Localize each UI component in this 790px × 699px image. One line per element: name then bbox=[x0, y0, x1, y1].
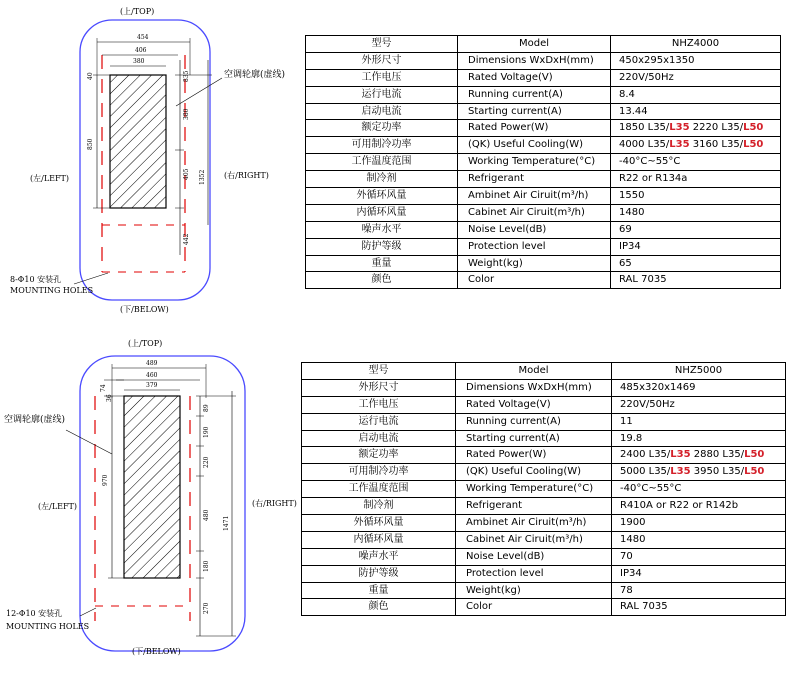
row-label-cn: 外形尺寸 bbox=[302, 379, 456, 396]
row-label-en: Starting current(A) bbox=[456, 430, 612, 447]
row-label-en: Noise Level(dB) bbox=[456, 548, 612, 565]
dim-r835: 835 bbox=[183, 70, 190, 82]
table-row bbox=[302, 464, 786, 481]
row-label-cn: 防护等级 bbox=[306, 238, 458, 255]
row-label-cn: 重量 bbox=[306, 255, 458, 272]
table-header-cell: 型号 bbox=[306, 36, 458, 53]
row-label-en: Color bbox=[458, 272, 611, 289]
row-label-cn: 启动电流 bbox=[306, 103, 458, 120]
row-label-en: Noise Level(dB) bbox=[458, 221, 611, 238]
row-value: 1480 bbox=[611, 204, 781, 221]
holes-leader bbox=[74, 273, 108, 284]
label-holes-cn: 12-Φ10 安装孔 bbox=[6, 609, 63, 618]
table-row bbox=[306, 103, 781, 120]
table-header-cell: NHZ5000 bbox=[612, 363, 786, 380]
cutout-area bbox=[110, 75, 166, 208]
row-label-cn: 运行电流 bbox=[306, 86, 458, 103]
table-row bbox=[306, 69, 781, 86]
unit1-drawing bbox=[0, 0, 300, 320]
row-value: 450x295x1350 bbox=[611, 52, 781, 69]
row-label-en: Weight(kg) bbox=[456, 582, 612, 599]
dim-r89: 89 bbox=[203, 404, 210, 412]
value-highlight: L50 bbox=[743, 139, 764, 151]
table-header-cell: NHZ4000 bbox=[611, 36, 781, 53]
label-outline: 空调轮廓(虚线) bbox=[4, 415, 66, 425]
row-value: R22 or R134a bbox=[611, 171, 781, 188]
dim-r480: 480 bbox=[203, 509, 210, 521]
row-value: 1480 bbox=[612, 531, 786, 548]
row-value: 220V/50Hz bbox=[611, 69, 781, 86]
table-row bbox=[306, 272, 781, 289]
unit2-diagram bbox=[0, 336, 300, 666]
row-label-cn: 噪声水平 bbox=[306, 221, 458, 238]
row-label-en: Cabinet Air Ciruit(m³/h) bbox=[456, 531, 612, 548]
label-bottom: (下/BELOW) bbox=[120, 305, 169, 314]
row-label-cn: 外循环风量 bbox=[302, 515, 456, 532]
dim-r180: 180 bbox=[203, 560, 210, 572]
row-label-en: Ambinet Air Ciruit(m³/h) bbox=[456, 515, 612, 532]
row-value: 70 bbox=[612, 548, 786, 565]
row-label-cn: 内循环风量 bbox=[306, 204, 458, 221]
row-label-en: Refrigerant bbox=[458, 171, 611, 188]
row-label-cn: 颜色 bbox=[302, 599, 456, 616]
table-header-row bbox=[302, 363, 786, 380]
table-row bbox=[302, 413, 786, 430]
table-row bbox=[302, 430, 786, 447]
row-value bbox=[612, 464, 786, 481]
unit2-spec-table bbox=[301, 362, 786, 616]
label-bottom: (下/BELOW) bbox=[132, 647, 181, 656]
row-label-en: Protection level bbox=[456, 565, 612, 582]
table-row bbox=[306, 221, 781, 238]
row-value bbox=[611, 120, 781, 137]
table-row bbox=[302, 565, 786, 582]
value-highlight: L50 bbox=[743, 122, 764, 134]
dim-w2: 460 bbox=[146, 372, 158, 379]
row-value: R410A or R22 or R142b bbox=[612, 498, 786, 515]
label-right: (右/RIGHT) bbox=[252, 499, 297, 508]
dim-w1: 454 bbox=[137, 34, 149, 41]
value-highlight: L35 bbox=[670, 466, 691, 478]
row-label-cn: 额定功率 bbox=[306, 120, 458, 137]
row-value: 485x320x1469 bbox=[612, 379, 786, 396]
label-right: (右/RIGHT) bbox=[224, 171, 269, 180]
table-row bbox=[302, 498, 786, 515]
value-highlight: L35 bbox=[670, 449, 691, 461]
label-holes-cn: 8-Φ10 安装孔 bbox=[10, 275, 62, 284]
table-header-cell: Model bbox=[456, 363, 612, 380]
row-label-cn: 工作温度范围 bbox=[306, 154, 458, 171]
row-value bbox=[611, 137, 781, 154]
table-row bbox=[306, 255, 781, 272]
label-holes-en: MOUNTING HOLES bbox=[10, 286, 94, 295]
dim-r1471: 1471 bbox=[223, 515, 230, 531]
table-row bbox=[302, 599, 786, 616]
dim-w1: 489 bbox=[146, 360, 158, 367]
table-row bbox=[306, 120, 781, 137]
row-label-en: Ambinet Air Ciruit(m³/h) bbox=[458, 188, 611, 205]
row-value: RAL 7035 bbox=[612, 599, 786, 616]
row-label-cn: 颜色 bbox=[306, 272, 458, 289]
row-value bbox=[612, 447, 786, 464]
row-label-cn: 防护等级 bbox=[302, 565, 456, 582]
value-part: 3160 L35/ bbox=[692, 139, 744, 151]
row-label-en: Protection level bbox=[458, 238, 611, 255]
dim-r190: 190 bbox=[203, 426, 210, 438]
row-value: 65 bbox=[611, 255, 781, 272]
table-header-cell: 型号 bbox=[302, 363, 456, 380]
table-row bbox=[306, 86, 781, 103]
holes-leader bbox=[80, 608, 96, 616]
table-row bbox=[306, 238, 781, 255]
row-label-cn: 噪声水平 bbox=[302, 548, 456, 565]
table-row bbox=[306, 154, 781, 171]
value-highlight: L35 bbox=[669, 122, 690, 134]
row-value: 78 bbox=[612, 582, 786, 599]
row-value: -40°C~55°C bbox=[612, 481, 786, 498]
row-label-en: (QK) Useful Cooling(W) bbox=[456, 464, 612, 481]
unit1-diagram bbox=[0, 0, 300, 320]
value-highlight: L50 bbox=[744, 466, 765, 478]
dim-w2: 406 bbox=[135, 47, 147, 54]
dim-r270: 270 bbox=[203, 602, 210, 614]
row-label-en: (QK) Useful Cooling(W) bbox=[458, 137, 611, 154]
table-row bbox=[306, 137, 781, 154]
row-value: 13.44 bbox=[611, 103, 781, 120]
row-value: 1900 bbox=[612, 515, 786, 532]
dim-r220: 220 bbox=[203, 456, 210, 468]
label-holes-en: MOUNTING HOLES bbox=[6, 622, 90, 631]
value-highlight: L50 bbox=[744, 449, 765, 461]
row-label-cn: 可用制冷功率 bbox=[302, 464, 456, 481]
dim-d74: 74 bbox=[100, 384, 107, 392]
row-label-cn: 运行电流 bbox=[302, 413, 456, 430]
row-value: 1550 bbox=[611, 188, 781, 205]
cutout-area bbox=[124, 396, 180, 578]
row-label-cn: 额定功率 bbox=[302, 447, 456, 464]
row-label-en: Rated Voltage(V) bbox=[456, 396, 612, 413]
value-part: 5000 L35/ bbox=[620, 466, 671, 478]
row-label-en: Color bbox=[456, 599, 612, 616]
table-row bbox=[302, 447, 786, 464]
table-row bbox=[302, 396, 786, 413]
row-value: IP34 bbox=[612, 565, 786, 582]
row-label-en: Working Temperature(°C) bbox=[458, 154, 611, 171]
dim-r380: 380 bbox=[183, 108, 190, 120]
label-top: (上/TOP) bbox=[120, 7, 155, 16]
value-part: 2220 L35/ bbox=[692, 122, 744, 134]
table-row bbox=[306, 171, 781, 188]
row-label-cn: 可用制冷功率 bbox=[306, 137, 458, 154]
row-label-cn: 启动电流 bbox=[302, 430, 456, 447]
value-part: 3950 L35/ bbox=[693, 466, 745, 478]
row-label-cn: 制冷剂 bbox=[302, 498, 456, 515]
dim-w3: 379 bbox=[146, 382, 158, 389]
dim-r442: 442 bbox=[183, 233, 190, 245]
dim-r405: 405 bbox=[183, 168, 190, 180]
row-value: RAL 7035 bbox=[611, 272, 781, 289]
table-header-cell: Model bbox=[458, 36, 611, 53]
dim-d36: 36 bbox=[106, 394, 113, 402]
row-label-cn: 工作温度范围 bbox=[302, 481, 456, 498]
table-row bbox=[306, 188, 781, 205]
row-value: 220V/50Hz bbox=[612, 396, 786, 413]
row-value: 11 bbox=[612, 413, 786, 430]
row-value: 19.8 bbox=[612, 430, 786, 447]
label-left: (左/LEFT) bbox=[38, 502, 77, 511]
value-part: 4000 L35/ bbox=[619, 139, 670, 151]
dim-r1352: 1352 bbox=[199, 169, 206, 185]
row-label-en: Cabinet Air Ciruit(m³/h) bbox=[458, 204, 611, 221]
row-label-en: Running current(A) bbox=[456, 413, 612, 430]
row-label-en: Starting current(A) bbox=[458, 103, 611, 120]
outline-leader bbox=[176, 78, 222, 106]
row-label-cn: 外形尺寸 bbox=[306, 52, 458, 69]
row-label-cn: 重量 bbox=[302, 582, 456, 599]
table-row bbox=[302, 531, 786, 548]
label-outline: 空调轮廓(虚线) bbox=[224, 70, 286, 80]
row-label-cn: 工作电压 bbox=[306, 69, 458, 86]
row-label-cn: 外循环风量 bbox=[306, 188, 458, 205]
label-left: (左/LEFT) bbox=[30, 174, 69, 183]
row-label-en: Dimensions WxDxH(mm) bbox=[456, 379, 612, 396]
table-row bbox=[306, 204, 781, 221]
row-label-en: Rated Power(W) bbox=[456, 447, 612, 464]
value-part: 2400 L35/ bbox=[620, 449, 671, 461]
value-part: 2880 L35/ bbox=[693, 449, 745, 461]
outline-leader bbox=[66, 430, 112, 454]
table-row bbox=[302, 379, 786, 396]
row-label-cn: 工作电压 bbox=[302, 396, 456, 413]
row-label-cn: 内循环风量 bbox=[302, 531, 456, 548]
unit1-spec-table bbox=[305, 35, 781, 289]
row-value: IP34 bbox=[611, 238, 781, 255]
row-value: 8.4 bbox=[611, 86, 781, 103]
label-top: (上/TOP) bbox=[128, 339, 163, 348]
row-value: 69 bbox=[611, 221, 781, 238]
value-highlight: L35 bbox=[669, 139, 690, 151]
row-label-en: Rated Voltage(V) bbox=[458, 69, 611, 86]
row-label-en: Rated Power(W) bbox=[458, 120, 611, 137]
value-part: 1850 L35/ bbox=[619, 122, 670, 134]
row-label-en: Refrigerant bbox=[456, 498, 612, 515]
dim-h850: 850 bbox=[87, 138, 94, 150]
row-label-cn: 制冷剂 bbox=[306, 171, 458, 188]
table-header-row bbox=[306, 36, 781, 53]
dim-w3: 380 bbox=[133, 58, 145, 65]
row-label-en: Running current(A) bbox=[458, 86, 611, 103]
table-row bbox=[302, 548, 786, 565]
table-row bbox=[306, 52, 781, 69]
row-value: -40°C~55°C bbox=[611, 154, 781, 171]
row-label-en: Working Temperature(°C) bbox=[456, 481, 612, 498]
table-row bbox=[302, 515, 786, 532]
row-label-en: Weight(kg) bbox=[458, 255, 611, 272]
dim-h970: 970 bbox=[102, 474, 109, 486]
row-label-en: Dimensions WxDxH(mm) bbox=[458, 52, 611, 69]
table-row bbox=[302, 582, 786, 599]
dim-d40: 40 bbox=[87, 72, 94, 80]
table-row bbox=[302, 481, 786, 498]
